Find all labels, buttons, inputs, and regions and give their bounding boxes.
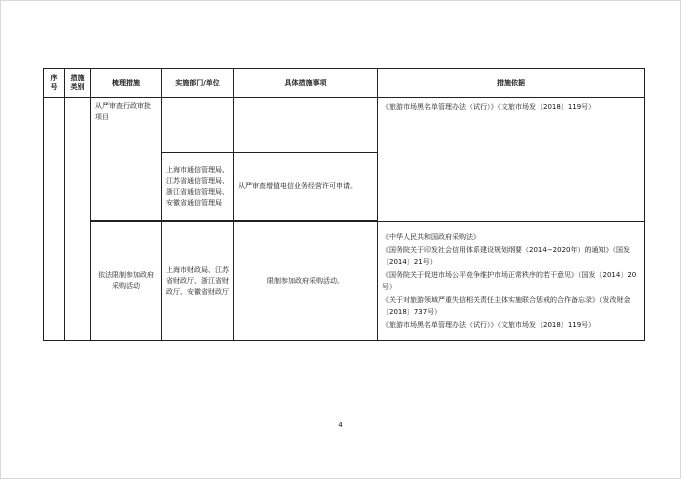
measure-cell: 从严审查行政审批项目 [91, 98, 162, 221]
header-basis: 措施依据 [378, 69, 645, 98]
basis-line: 《旅游市场黑名单管理办法（试行）》（文旅市场发〔2018〕119号） [382, 320, 596, 329]
header-category: 措施类别 [65, 69, 91, 98]
measures-table [43, 68, 645, 341]
header-detail: 具体措施事项 [234, 69, 378, 98]
basis-cell [378, 98, 645, 222]
header-seq: 序号 [44, 69, 65, 98]
detail-cell: 从严审查增值电信业务经营许可申请。 [234, 153, 378, 221]
seq-cell [44, 98, 65, 341]
dept-cell-empty [162, 98, 234, 153]
basis-line: 《国务院关于促进市场公平竞争维护市场正常秩序的若干意见》（国发〔2014〕20号） [382, 270, 637, 291]
detail-cell-empty [234, 98, 378, 153]
basis-line: 《旅游市场黑名单管理办法（试行）》（文旅市场发〔2018〕119号） [382, 103, 596, 111]
measure-cell: 依法限制参加政府采购活动 [91, 222, 162, 341]
header-measure: 梳理措施 [91, 69, 162, 98]
dept-cell: 上海市通信管理局、江苏省通信管理局、浙江省通信管理局、安徽省通信管理局 [162, 153, 234, 221]
basis-line: 《关于对旅游领域严重失信相关责任主体实施联合惩戒的合作备忘录》（发改财金〔2018〕737号） [382, 295, 631, 316]
basis-cell [378, 222, 645, 341]
header-row [44, 69, 645, 98]
table-row [44, 98, 645, 153]
detail-cell: 限制参加政府采购活动。 [234, 222, 378, 341]
category-cell [65, 98, 91, 341]
header-dept: 实施部门/单位 [162, 69, 234, 98]
basis-line: 《中华人民共和国政府采购法》 [382, 233, 480, 241]
dept-cell: 上海市财政局、江苏省财政厅、浙江省财政厅、安徽省财政厅 [162, 222, 234, 341]
basis-line: 《国务院关于印发社会信用体系建设规划纲要（2014−2020年）的通知》（国发〔2014〕21号） [382, 245, 630, 266]
page-number: 4 [338, 421, 343, 429]
table-row [44, 222, 645, 341]
